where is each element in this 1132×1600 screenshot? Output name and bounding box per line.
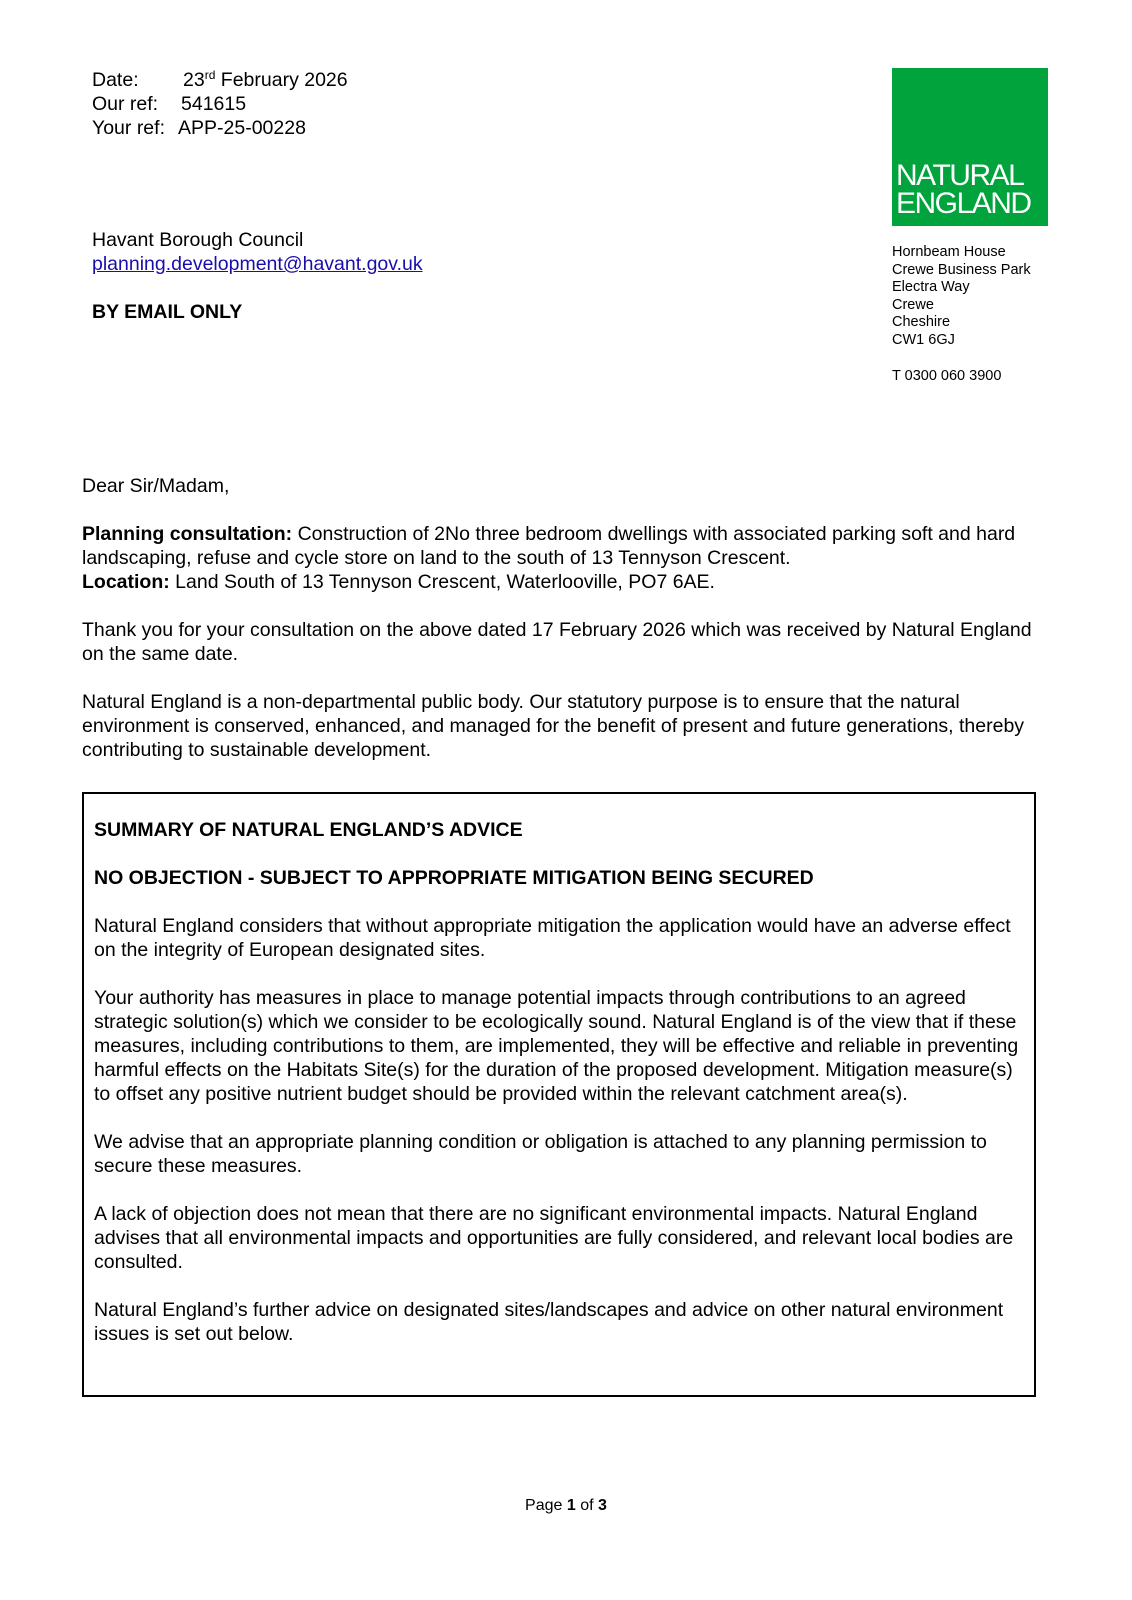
page-footer <box>0 1497 1132 1515</box>
our-ref-label: Our ref: <box>92 93 159 115</box>
summary-paragraph: We advise that an appropriate planning condition or obligation is attached to any planning permission to secure these measures. <box>94 1131 987 1177</box>
recipient-email-link[interactable]: planning.development@havant.gov.uk <box>92 253 423 275</box>
salutation: Dear Sir/Madam, <box>82 475 230 497</box>
summary-paragraph: A lack of objection does not mean that there are no significant environmental impacts. Natural England advises that all environmental impacts and opportunities are fully considered, and relevant local bodies are consulted. <box>94 1203 1014 1273</box>
recipient-block <box>92 228 423 324</box>
about-paragraph: Natural England is a non-departmental public body. Our statutory purpose is to ensure that the natural environment is conserved, enhanced, and managed for the benefit of present and future generations, thereby contributing to sustainable development. <box>82 691 1025 761</box>
phone-number: T 0300 060 3900 <box>892 367 1002 384</box>
your-ref-value: APP-25-00228 <box>178 117 306 139</box>
location <box>82 570 1042 594</box>
address-line: Cheshire <box>892 314 951 331</box>
summary-paragraph: Natural England’s further advice on designated sites/landscapes and advice on other natural environment issues is set out below. <box>94 1299 1004 1345</box>
letter-body <box>82 474 1042 762</box>
date-row <box>92 68 348 92</box>
summary-subheading: NO OBJECTION - SUBJECT TO APPROPRIATE MITIGATION BEING SECURED <box>94 867 814 889</box>
address-line: Hornbeam House <box>892 244 1006 260</box>
summary-paragraph: Your authority has measures in place to manage potential impacts through contributions to an agreed strategic solution(s) which we consider to be ecologically sound. Natural England is of the view that if these measures, including contributions to them, are implemented, they will be effective and reliable in preventing harmful effects on the Habitats Site(s) for the duration of the proposed development. Mitigation measure(s) to offset any positive nutrient budget should be provided within the relevant catchment area(s). <box>94 987 1019 1105</box>
recipient-name: Havant Borough Council <box>92 229 304 251</box>
location-label: Location: <box>82 571 170 593</box>
sender-address <box>892 244 1031 385</box>
summary-content <box>94 818 1024 1346</box>
consultation-label: Planning consultation: <box>82 523 293 545</box>
page-of: of <box>580 1497 594 1514</box>
letter-meta <box>92 68 348 140</box>
address-line: CW1 6GJ <box>892 331 955 348</box>
date-label: Date: <box>92 69 139 91</box>
summary-box <box>82 792 1036 1397</box>
logo-line-2: ENGLAND <box>896 187 1031 220</box>
your-ref-row <box>92 116 348 140</box>
address-line: Electra Way <box>892 279 970 296</box>
your-ref-label: Your ref: <box>92 117 165 139</box>
address-line: Crewe <box>892 296 934 313</box>
natural-england-logo <box>892 68 1048 226</box>
location-text: Land South of 13 Tennyson Crescent, Waterlooville, PO7 6AE. <box>169 571 715 593</box>
summary-paragraph: Natural England considers that without appropriate mitigation the application would have an adverse effect on the integrity of European designated sites. <box>94 915 1011 961</box>
consultation-text: Construction of 2No three bedroom dwellings with associated parking soft and hard landscaping, refuse and cycle store on land to the south of 13 Tennyson Crescent. <box>82 523 1016 569</box>
planning-consultation <box>82 522 1042 570</box>
our-ref-row <box>92 92 348 116</box>
page-current: 1 <box>566 1497 576 1514</box>
address-line: Crewe Business Park <box>892 261 1031 278</box>
our-ref-value: 541615 <box>181 93 247 115</box>
date-value: 23rd February 2026 <box>183 68 348 91</box>
page-total: 3 <box>598 1497 607 1514</box>
delivery-method: BY EMAIL ONLY <box>92 301 243 323</box>
summary-heading: SUMMARY OF NATURAL ENGLAND’S ADVICE <box>94 819 523 841</box>
thanks-paragraph: Thank you for your consultation on the above dated 17 February 2026 which was received by Natural England on the same date. <box>82 619 1032 665</box>
logo-line-1: NATURAL <box>896 159 1024 192</box>
page-word: Page <box>525 1497 563 1514</box>
